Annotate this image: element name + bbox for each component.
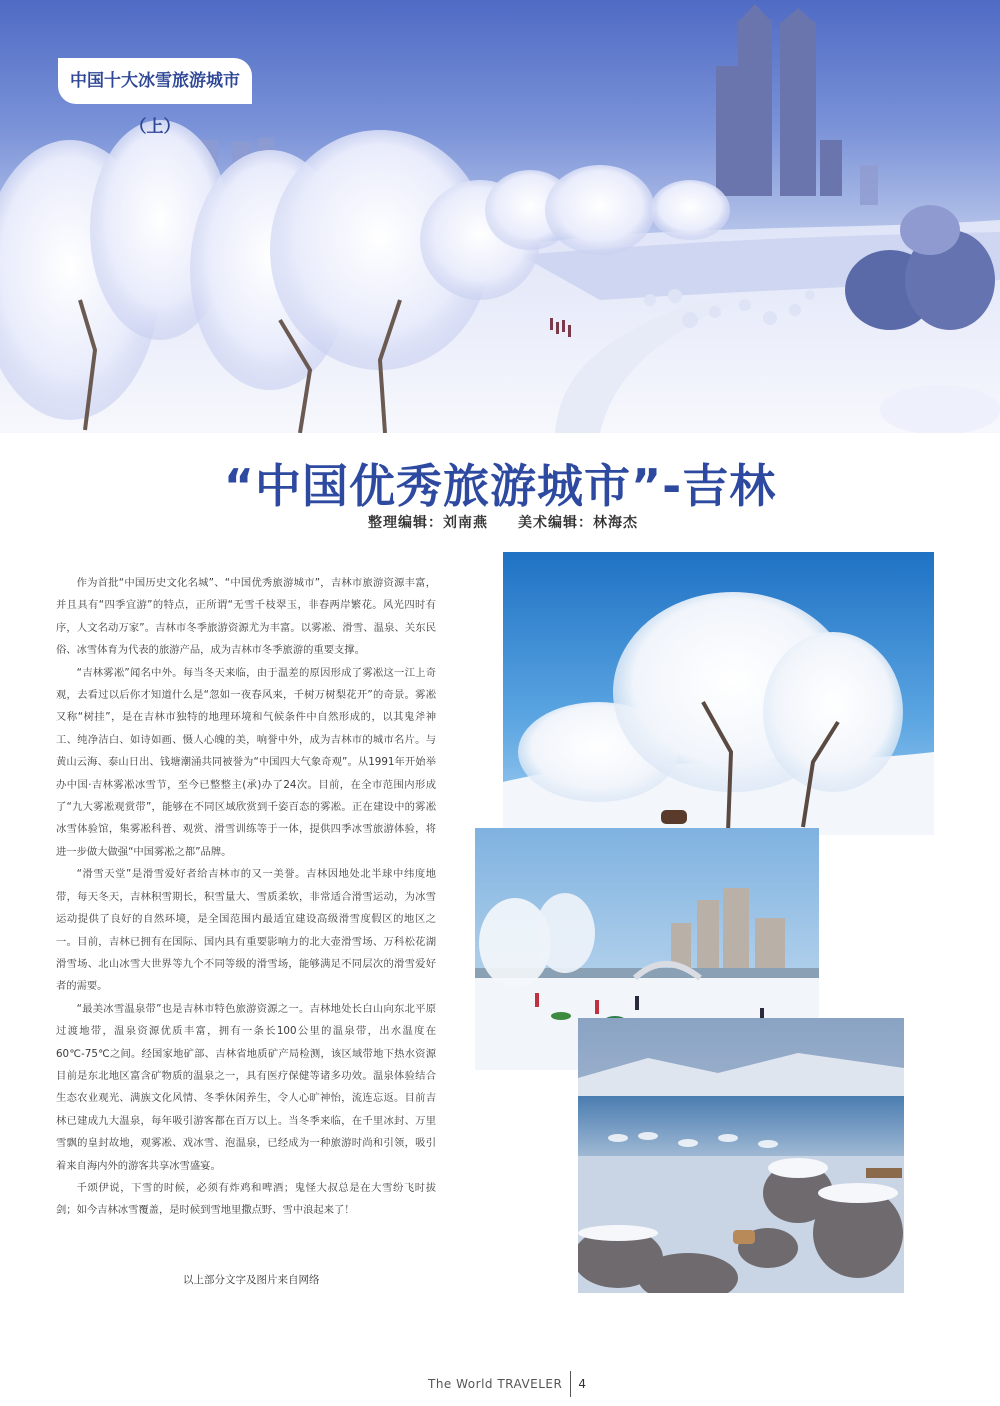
hero-photo-rime-park bbox=[0, 0, 1000, 433]
paragraph-intro: 作为首批“中国历史文化名城”、“中国优秀旅游城市”，吉林市旅游资源丰富，并且具有“四季宜游”的特点，正所谓“无雪千枝翠玉，非春两岸繁花。风光四时有序，人文名动万家”。吉林市冬季旅游资源尤为丰富。以雾凇、滑雪、温泉、关东民俗、冰雪体育为代表的旅游产品，成为吉林市冬季旅游的重要支撑。 bbox=[56, 577, 436, 657]
page-number: 4 bbox=[578, 1377, 586, 1391]
article-body bbox=[56, 572, 436, 1222]
paragraph-closing: 千颂伊说，下雪的时候，必须有炸鸡和啤酒；鬼怪大叔总是在大雪纷飞时拔剑；如今吉林冰雪覆盖，是时候到雪地里撒点野、雪中浪起来了！ bbox=[56, 1181, 436, 1217]
footer-divider bbox=[570, 1371, 571, 1397]
page-footer bbox=[428, 1368, 586, 1400]
photo-rime-tree bbox=[503, 552, 934, 835]
paragraph-hotspring: “最美冰雪温泉带”也是吉林市特色旅游资源之一。吉林地处长白山向东北平原过渡地带，温泉资源优质丰富，拥有一条长100公里的温泉带，出水温度在60℃-75℃之间。经国家地矿部、吉林省地质矿产局检测，该区域带地下热水资源目前是东北地区富含矿物质的温泉之一，具有医疗保健等诸多功效。温泉体验结合生态农业观光、满族文化风情、冬季休闲养生，令人心旷神怡，流连忘返。目前吉林已建成九大温泉，每年吸引游客都在百万以上。当冬季来临，在千里冰封、万里雪飘的皇封故地，观雾凇、戏冰雪、泡温泉，已经成为一种旅游时尚和引领，吸引着来自海内外的游客共享冰雪盛宴。 bbox=[56, 1002, 436, 1172]
section-tag: 中国十大冰雪旅游城市（上） bbox=[58, 58, 252, 104]
credits-line bbox=[368, 512, 668, 532]
paragraph-ski: “滑雪天堂”是滑雪爱好者给吉林市的又一美誉。吉林因地处北半球中纬度地带，每天冬天，吉林积雪期长，积雪量大、雪质柔软，非常适合滑雪运动，为冰雪运动提供了良好的自然环境，是全国范围内最适宜建设高级滑雪度假区的地区之一。目前，吉林已拥有在国际、国内具有重要影响力的北大壶滑雪场、万科松花湖滑雪场、北山冰雪大世界等九个不同等级的滑雪场，能够满足不同层次的滑雪爱好者的需要。 bbox=[56, 868, 436, 993]
editor-credit: 整理编辑：刘南燕 bbox=[368, 515, 488, 531]
magazine-name: The World TRAVELER bbox=[428, 1377, 563, 1391]
image-source-note: 以上部分文字及图片来自网络 bbox=[183, 1274, 320, 1286]
paragraph-rime: “吉林雾凇”闻名中外。每当冬天来临，由于温差的原因形成了雾凇这一江上奇观，去看过以后你才知道什么是“忽如一夜春风来，千树万树梨花开”的奇景。雾凇又称“树挂”，是在吉林市独特的地理环境和气候条件中自然形成的，以其鬼斧神工、纯净洁白、如诗如画、慑人心魄的美，响誉中外，成为吉林市的城市名片。与黄山云海、泰山日出、钱塘潮涌共同被誉为“中国四大气象奇观”。从1991年开始举办中国·吉林雾凇冰雪节，至今已整整主(承)办了24次。目前，在全市范围内形成了“九大雾凇观赏带”，能够在不同区域欣赏到千姿百态的雾凇。正在建设中的雾凇冰雪体验馆，集雾凇科普、观赏、滑雪训练等于一体，提供四季冰雪旅游体验，将进一步做大做强“中国雾凇之都”品牌。 bbox=[56, 666, 436, 858]
article-title: “中国优秀旅游城市”-吉林 bbox=[223, 459, 777, 513]
photo-hot-spring bbox=[578, 1018, 904, 1293]
art-editor-credit: 美术编辑：林海杰 bbox=[518, 515, 638, 531]
